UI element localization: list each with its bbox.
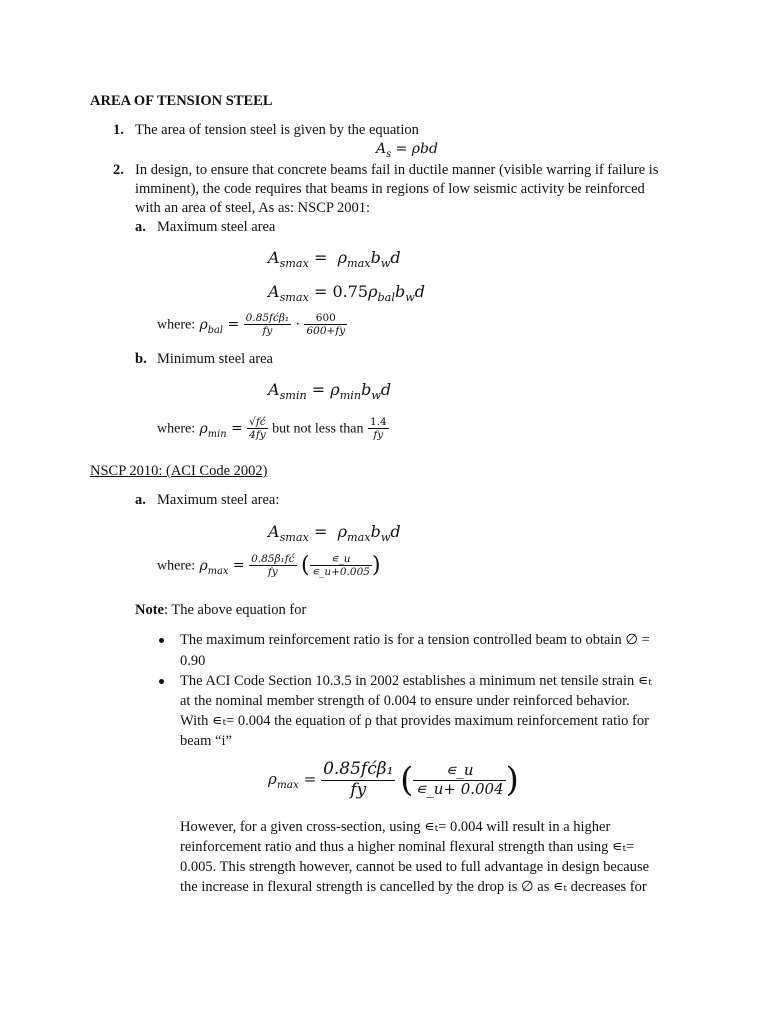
note-paragraph: Note: The above equation for [135, 602, 307, 618]
sub-label-a: a. [135, 219, 146, 235]
final-paragraph-line-4: the increase in flexural strength is cancelled by the drop is ∅ as ∊ₜ decreases for [180, 879, 647, 895]
equation-asmax-1: $A_{smax} = \rho_{max}b_wd$ [268, 248, 401, 271]
bullet-1-line-1: The maximum reinforcement ratio is for a tension controlled beam to obtain ∅ = [180, 632, 650, 648]
final-paragraph-line-3: 0.005. This strength however, cannot be used to full advantage in design because [180, 859, 650, 875]
item-2-line-3: with an area of steel, As as: NSCP 2001: [135, 200, 371, 216]
rho-max-definition: where: $\rho_{max}$ = $\frac{\text{0.85β₁fć}}{fy}$ ( $\frac{∊\_u}{∊\_u+0.005}$ ) [157, 553, 381, 579]
equation-rho-max-large: $\rho_{max}$ = $\frac{\text{0.85fćβ₁}}{fy}$ ( $\frac{∊\_u}{∊\_u+ 0.004}$ ) [268, 759, 519, 801]
item-number-2: 2. [113, 162, 124, 178]
nscp-2010-heading: NSCP 2010: (ACI Code 2002) [90, 463, 268, 479]
equation-asmax-nscp2010: $A_{smax} = \rho_{max}b_wd$ [268, 522, 401, 545]
nscp-sub-a-text: Maximum steel area: [157, 492, 280, 508]
bullet-marker-2 [159, 679, 164, 684]
sub-b-text: Minimum steel area [157, 351, 273, 367]
final-paragraph-line-1: However, for a given cross-section, using ∊ₜ= 0.004 will result in a higher [180, 819, 611, 835]
equation-as: $A_s = \rho bd$ [376, 141, 438, 160]
sub-a-text: Maximum steel area [157, 219, 276, 235]
equation-asmax-2: $A_{smax} = 0.75\rho_{bal}b_wd$ [268, 282, 426, 305]
rho-min-definition: where: $\rho_{min}$ = $\frac{√fć}{4fy}$ but not less than $\frac{1.4}{fy}$ [157, 416, 387, 442]
bullet-2-line-1: The ACI Code Section 10.3.5 in 2002 establishes a minimum net tensile strain ∊ₜ [180, 673, 652, 689]
sub-label-b: b. [135, 351, 147, 367]
bullet-1-line-2: 0.90 [180, 653, 206, 669]
nscp-sub-label-a: a. [135, 492, 146, 508]
section-title: AREA OF TENSION STEEL [90, 93, 273, 109]
item-2-line-1: In design, to ensure that concrete beams fail in ductile manner (visible warring if failure is [135, 162, 659, 178]
rho-bal-definition: where: $\rho_{bal}$ = $\frac{\text{0.85fćβ₁}}{fy}$ · $\frac{600}{600+fy}$ [157, 312, 346, 338]
bullet-2-line-2: at the nominal member strength of 0.004 to ensure under reinforced behavior. [180, 693, 630, 709]
item-2-line-2: imminent), the code requires that beams in regions of low seismic activity be reinforced [135, 181, 645, 197]
item-1-text: The area of tension steel is given by the equation [135, 122, 419, 138]
bullet-2-line-4: beam “i” [180, 733, 232, 749]
equation-asmin: $A_{smin} = \rho_{min}b_wd$ [268, 380, 392, 403]
bullet-marker-1 [159, 638, 164, 643]
item-number-1: 1. [113, 122, 124, 138]
final-paragraph-line-2: reinforcement ratio and thus a higher nominal flexural strength than using ∊ₜ= [180, 839, 635, 855]
bullet-2-line-3: With ∊ₜ= 0.004 the equation of ρ that provides maximum reinforcement ratio for [180, 713, 649, 729]
